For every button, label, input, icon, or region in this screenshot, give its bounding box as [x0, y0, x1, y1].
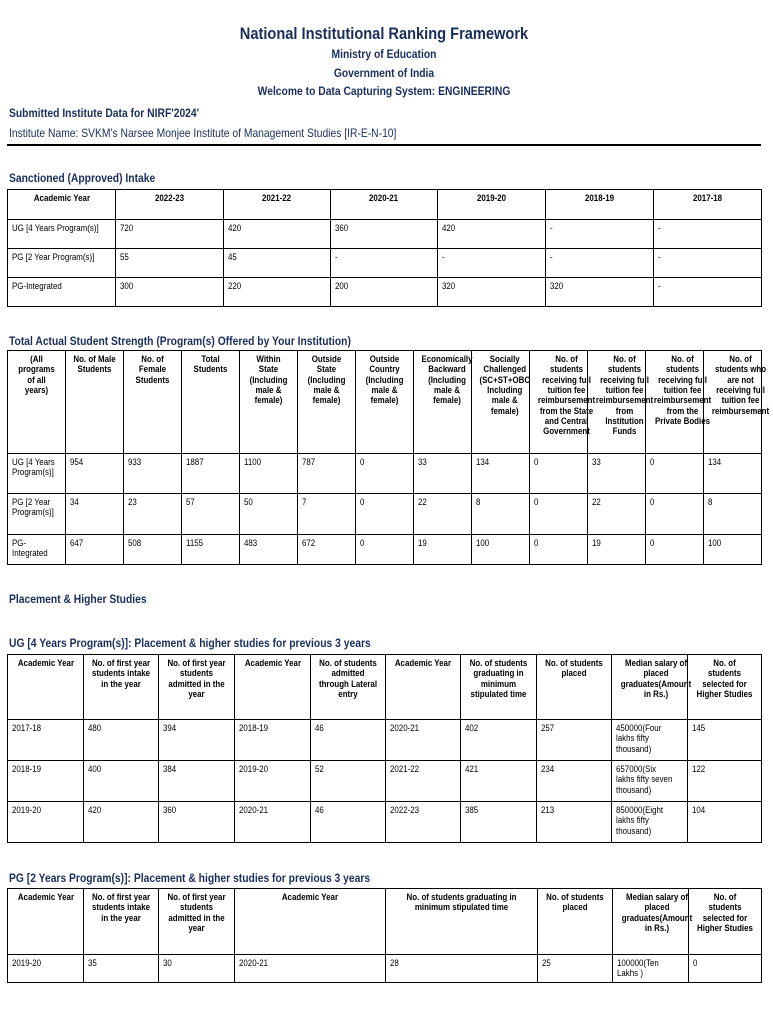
table-cell: 360 [159, 802, 235, 843]
column-header: Total Students [182, 351, 240, 454]
table-cell: 145 [688, 720, 762, 761]
table-cell: 1887 [182, 454, 240, 494]
table-cell: 483 [240, 535, 298, 565]
table-cell: 385 [461, 802, 537, 843]
column-header: Academic Year [386, 655, 461, 720]
column-header: No. of first year students intake in the year [84, 889, 159, 955]
table-row [8, 535, 762, 565]
table-cell: 1100 [240, 454, 298, 494]
table-cell: 360 [331, 220, 438, 249]
institute-name: Institute Name: SVKM's Narsee Monjee Institute of Management Studies [IR-E-N-10] [9, 126, 397, 140]
table-cell: UG [4 Years Program(s)] [8, 454, 66, 494]
government-line: Government of India [333, 66, 435, 80]
table-cell: 0 [530, 535, 588, 565]
column-header: No. of first year students intake in the year [84, 655, 159, 720]
column-header: 2020-21 [331, 190, 438, 220]
submitted-label: Submitted Institute Data for NIRF'2024' [9, 106, 200, 120]
table-cell: 104 [688, 802, 762, 843]
column-header: No. of students who are not receiving full tuition fee reimbursement [704, 351, 762, 454]
column-header: No. of students admitted through Lateral entry [311, 655, 386, 720]
table-cell: 0 [689, 955, 762, 983]
column-header: No. of students graduating in minimum stipulated time [461, 655, 537, 720]
table-cell: 52 [311, 761, 386, 802]
column-header: Median salary of placed graduates(Amount in Rs.) [612, 655, 688, 720]
table-cell: 647 [66, 535, 124, 565]
table-cell: 420 [224, 220, 331, 249]
column-header: Economically Backward (Including male & female) [414, 351, 472, 454]
column-header: 2021-22 [224, 190, 331, 220]
table-cell: 22 [414, 494, 472, 535]
column-header: 2019-20 [438, 190, 546, 220]
student-strength-table [7, 350, 770, 565]
table-cell: 2020-21 [235, 802, 311, 843]
table-cell: 0 [530, 494, 588, 535]
table-cell: 0 [356, 535, 414, 565]
table-cell: 122 [688, 761, 762, 802]
table-cell: 954 [66, 454, 124, 494]
table-cell: 100000(Ten Lakhs ) [613, 955, 689, 983]
table-cell: 8 [704, 494, 762, 535]
column-header: Within State (Including male & female) [240, 351, 298, 454]
ug-placement-heading: UG [4 Years Program(s)]: Placement & higher studies for previous 3 years [9, 636, 371, 650]
table-cell: 0 [646, 535, 704, 565]
table-cell: 300 [116, 278, 224, 307]
table-cell: - [546, 220, 654, 249]
column-header: No. of Female Students [124, 351, 182, 454]
table-cell: 257 [537, 720, 612, 761]
table-cell: 421 [461, 761, 537, 802]
table-header-row [8, 351, 762, 454]
table-cell: 100 [704, 535, 762, 565]
table-row [8, 220, 762, 249]
table-row [8, 249, 762, 278]
table-row [8, 454, 762, 494]
table-cell: 0 [646, 454, 704, 494]
table-cell: 2018-19 [235, 720, 311, 761]
table-cell: 394 [159, 720, 235, 761]
table-cell: UG [4 Years Program(s)] [8, 220, 116, 249]
column-header: No. of students graduating in minimum stipulated time [386, 889, 538, 955]
table-header-row [8, 889, 762, 955]
table-cell: 134 [472, 454, 530, 494]
column-header: Socially Challenged (SC+ST+OBC Including male & female) [472, 351, 530, 454]
ministry-line: Ministry of Education [331, 47, 437, 61]
table-cell: 220 [224, 278, 331, 307]
column-header: 2022-23 [116, 190, 224, 220]
table-cell: 134 [704, 454, 762, 494]
table-cell: 2019-20 [235, 761, 311, 802]
table-cell: PG-Integrated [8, 278, 116, 307]
header-divider [7, 144, 761, 146]
table-cell: 45 [224, 249, 331, 278]
column-header: No. of students placed [537, 655, 612, 720]
table-row [8, 720, 762, 761]
table-cell: 35 [84, 955, 159, 983]
column-header: Academic Year [235, 655, 311, 720]
table-cell: 33 [588, 454, 646, 494]
table-cell: 2020-21 [386, 720, 461, 761]
column-header: 2018-19 [546, 190, 654, 220]
column-header: Outside Country (Including male & female) [356, 351, 414, 454]
table-cell: 7 [298, 494, 356, 535]
column-header: 2017-18 [654, 190, 762, 220]
table-cell: 0 [530, 454, 588, 494]
table-cell: 25 [538, 955, 613, 983]
table-cell: 2019-20 [8, 955, 84, 983]
table-cell: 57 [182, 494, 240, 535]
table-row [8, 494, 762, 535]
column-header: (All programs of all years) [8, 351, 66, 454]
ug-placement-table [7, 654, 762, 843]
table-cell: 480 [84, 720, 159, 761]
column-header: No. of students receiving full tuition fee reimbursement from the State and Central Government [530, 351, 588, 454]
column-header: No. of Male Students [66, 351, 124, 454]
pg-placement-heading: PG [2 Years Program(s)]: Placement & higher studies for previous 3 years [9, 871, 371, 885]
table-cell: 2021-22 [386, 761, 461, 802]
table-cell: 46 [311, 720, 386, 761]
column-header: Academic Year [235, 889, 386, 955]
column-header: No. of first year students admitted in the year [159, 889, 235, 955]
table-cell: - [654, 220, 762, 249]
table-cell: 23 [124, 494, 182, 535]
column-header: No. of students receiving full tuition fee reimbursement from the Private Bodies [646, 351, 704, 454]
table-cell: 0 [356, 454, 414, 494]
table-cell: 787 [298, 454, 356, 494]
strength-heading: Total Actual Student Strength (Program(s) Offered by Your Institution) [9, 334, 351, 348]
column-header: Academic Year [8, 190, 116, 220]
placement-heading: Placement & Higher Studies [9, 592, 147, 606]
table-row [8, 802, 762, 843]
table-cell: 55 [116, 249, 224, 278]
table-cell: PG [2 Year Program(s)] [8, 494, 66, 535]
table-cell: 28 [386, 955, 538, 983]
table-cell: PG [2 Year Program(s)] [8, 249, 116, 278]
table-cell: - [654, 249, 762, 278]
table-cell: 933 [124, 454, 182, 494]
table-header-row [8, 190, 762, 220]
column-header: Academic Year [8, 655, 84, 720]
table-cell: 200 [331, 278, 438, 307]
table-cell: 420 [84, 802, 159, 843]
page-title: National Institutional Ranking Framework [239, 24, 529, 43]
table-cell: 46 [311, 802, 386, 843]
column-header: Outside State (Including male & female) [298, 351, 356, 454]
table-header-row [8, 655, 762, 720]
table-cell: - [331, 249, 438, 278]
table-cell: 400 [84, 761, 159, 802]
table-cell: 2017-18 [8, 720, 84, 761]
column-header: No. of students selected for Higher Studies [689, 889, 762, 955]
table-cell: 2019-20 [8, 802, 84, 843]
table-cell: 320 [438, 278, 546, 307]
table-cell: - [654, 278, 762, 307]
table-cell: 1155 [182, 535, 240, 565]
table-cell: - [438, 249, 546, 278]
column-header: Academic Year [8, 889, 84, 955]
table-row [8, 955, 762, 983]
table-cell: 450000(Four lakhs fifty thousand) [612, 720, 688, 761]
table-cell: 720 [116, 220, 224, 249]
table-cell: 402 [461, 720, 537, 761]
table-cell: 19 [588, 535, 646, 565]
table-cell: PG-Integrated [8, 535, 66, 565]
column-header: No. of students selected for Higher Studies [688, 655, 762, 720]
table-cell: 0 [356, 494, 414, 535]
table-cell: - [546, 249, 654, 278]
table-cell: 30 [159, 955, 235, 983]
table-cell: 657000(Six lakhs fifty seven thousand) [612, 761, 688, 802]
table-cell: 508 [124, 535, 182, 565]
table-cell: 2022-23 [386, 802, 461, 843]
table-cell: 34 [66, 494, 124, 535]
table-cell: 420 [438, 220, 546, 249]
table-cell: 19 [414, 535, 472, 565]
table-cell: 22 [588, 494, 646, 535]
table-cell: 2018-19 [8, 761, 84, 802]
table-cell: 213 [537, 802, 612, 843]
table-cell: 850000(Eight lakhs fifty thousand) [612, 802, 688, 843]
welcome-line: Welcome to Data Capturing System: ENGINEERING [257, 84, 511, 98]
table-row [8, 761, 762, 802]
pg-placement-table [7, 888, 762, 983]
column-header: Median salary of placed graduates(Amount in Rs.) [613, 889, 689, 955]
column-header: No. of first year students admitted in the year [159, 655, 235, 720]
table-cell: 234 [537, 761, 612, 802]
table-cell: 33 [414, 454, 472, 494]
table-cell: 672 [298, 535, 356, 565]
table-cell: 8 [472, 494, 530, 535]
table-cell: 2020-21 [235, 955, 386, 983]
table-cell: 50 [240, 494, 298, 535]
sanctioned-heading: Sanctioned (Approved) Intake [9, 171, 156, 185]
table-cell: 320 [546, 278, 654, 307]
table-row [8, 278, 762, 307]
sanctioned-intake-table [7, 189, 762, 307]
column-header: No. of students receiving full tuition fee reimbursement from Institution Funds [588, 351, 646, 454]
table-cell: 384 [159, 761, 235, 802]
table-cell: 0 [646, 494, 704, 535]
column-header: No. of students placed [538, 889, 613, 955]
table-cell: 100 [472, 535, 530, 565]
